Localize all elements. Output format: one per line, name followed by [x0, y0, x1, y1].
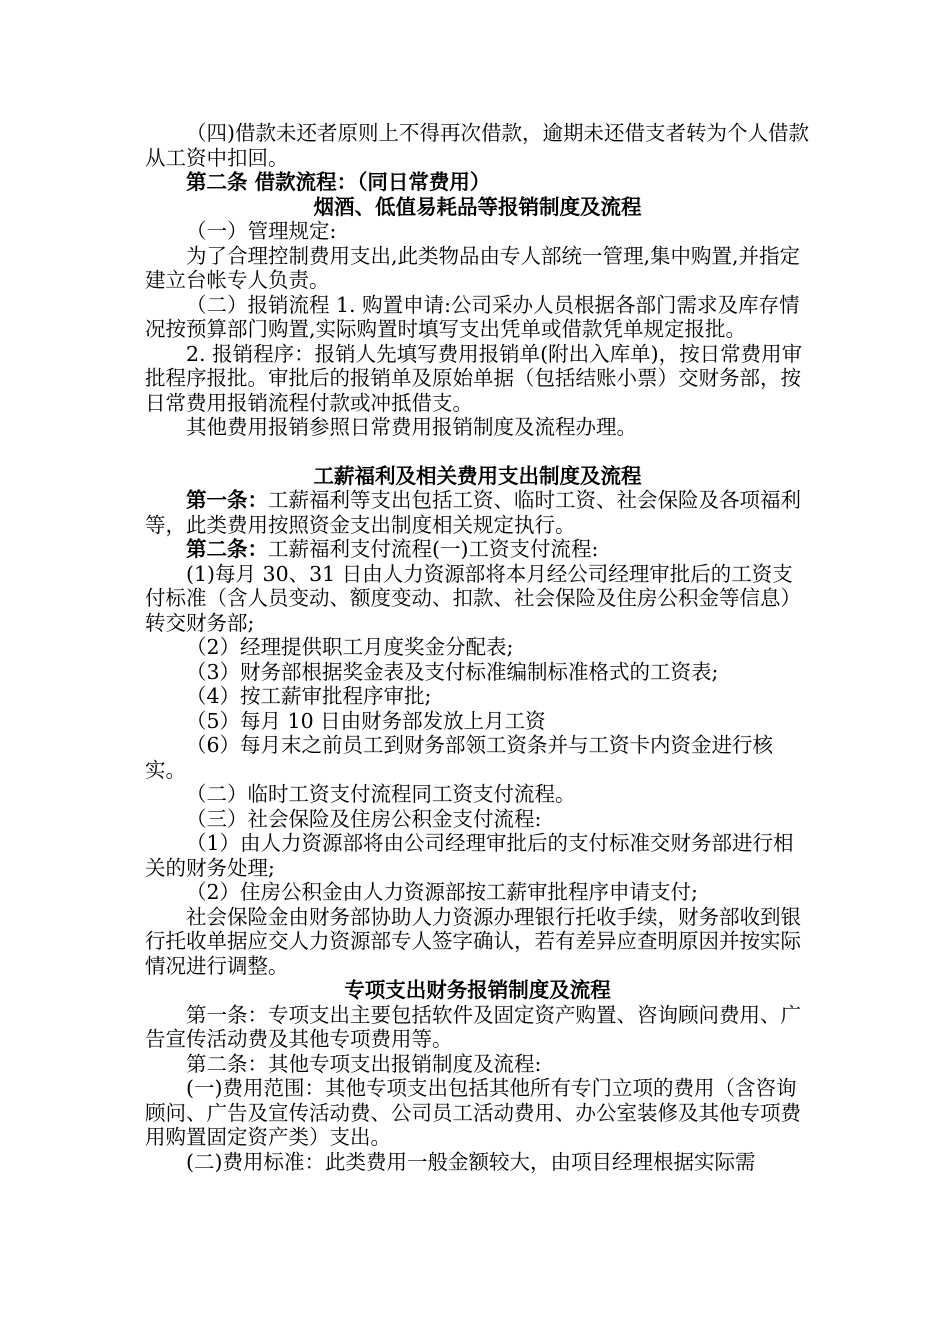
paragraph: (一)费用范围：其他专项支出包括其他所有专门立项的费用（含咨询顾问、广告及宣传活动费、公司员工活动费用、办公室装修及其他专项费用购置固定资产类）支出。	[145, 1076, 801, 1149]
article-text: 工薪福利支付流程(一)工资支付流程:	[268, 537, 599, 561]
paragraph: 为了合理控制费用支出,此类物品由专人部统一管理,集中购置,并指定建立台帐专人负责。	[145, 243, 801, 292]
paragraph: （二）临时工资支付流程同工资支付流程。	[186, 782, 576, 806]
paragraph: （四)借款未还者原则上不得再次借款，逾期未还借支者转为个人借款从工资中扣回。	[145, 121, 809, 170]
paragraph: 其他费用报销参照日常费用报销制度及流程办理。	[186, 415, 637, 439]
paragraph: （1）由人力资源部将由公司经理审批后的支付标准交财务部进行相关的财务处理;	[145, 831, 794, 880]
paragraph	[145, 488, 810, 537]
article-text: 工薪福利等支出包括工资、临时工资、社会保险及各项福利等，此类费用按照资金支出制度相关规定执行。	[145, 488, 801, 537]
article-label: 第一条：	[186, 488, 268, 512]
document-body	[145, 121, 810, 1174]
section-title: 烟酒、低值易耗品等报销制度及流程	[313, 194, 642, 219]
paragraph	[145, 537, 810, 562]
paragraph: （2）住房公积金由人力资源部按工薪审批程序申请支付;	[186, 880, 698, 904]
paragraph: （三）社会保险及住房公积金支付流程:	[186, 806, 542, 831]
paragraph: 第二条：其他专项支出报销制度及流程:	[186, 1051, 542, 1076]
paragraph: （2）经理提供职工月度奖金分配表;	[186, 635, 514, 659]
paragraph: (二)费用标准：此类费用一般金额较大，由项目经理根据实际需	[186, 1149, 756, 1174]
paragraph: 第一条：专项支出主要包括软件及固定资产购置、咨询顾问费用、广告宣传活动费及其他专项费用等。	[145, 1002, 801, 1051]
paragraph: 2. 报销程序：报销人先填写费用报销单(附出入库单)，按日常费用审批程序报批。审批后的报销单及原始单据（包括结账小票）交财务部，按日常费用报销流程付款或冲抵借支。	[145, 341, 803, 415]
section-title: 专项支出财务报销制度及流程	[344, 978, 611, 1002]
paragraph: (1)每月 30、31 日由人力资源部将本月经公司经理审批后的工资支付标准（含人员变动、额度变动、扣款、社会保险及住房公积金等信息）转交财务部;	[145, 561, 801, 635]
paragraph: 社会保险金由财务部协助人力资源办理银行托收手续，财务部收到银行托收单据应交人力资源部专人签字确认，若有差异应查明原因并按实际情况进行调整。	[145, 904, 801, 978]
paragraph: （6）每月末之前员工到财务部领工资条并与工资卡内资金进行核实。	[145, 733, 774, 782]
section-title: 工薪福利及相关费用支出制度及流程	[313, 463, 642, 488]
paragraph: （4）按工薪审批程序审批;	[186, 684, 432, 708]
paragraph: （一）管理规定:	[186, 219, 337, 243]
article-heading: 第二条 借款流程：（同日常费用）	[186, 170, 491, 194]
paragraph: （5）每月 10 日由财务部发放上月工资	[186, 708, 546, 733]
spacer	[145, 440, 810, 464]
paragraph: （3）财务部根据奖金表及支付标准编制标准格式的工资表;	[186, 659, 719, 684]
paragraph: （二）报销流程 1. 购置申请:公司采办人员根据各部门需求及库存情况按预算部门购置,实际购置时填写支出凭单或借款凭单规定报批。	[145, 292, 800, 341]
article-label: 第二条：	[186, 537, 268, 561]
